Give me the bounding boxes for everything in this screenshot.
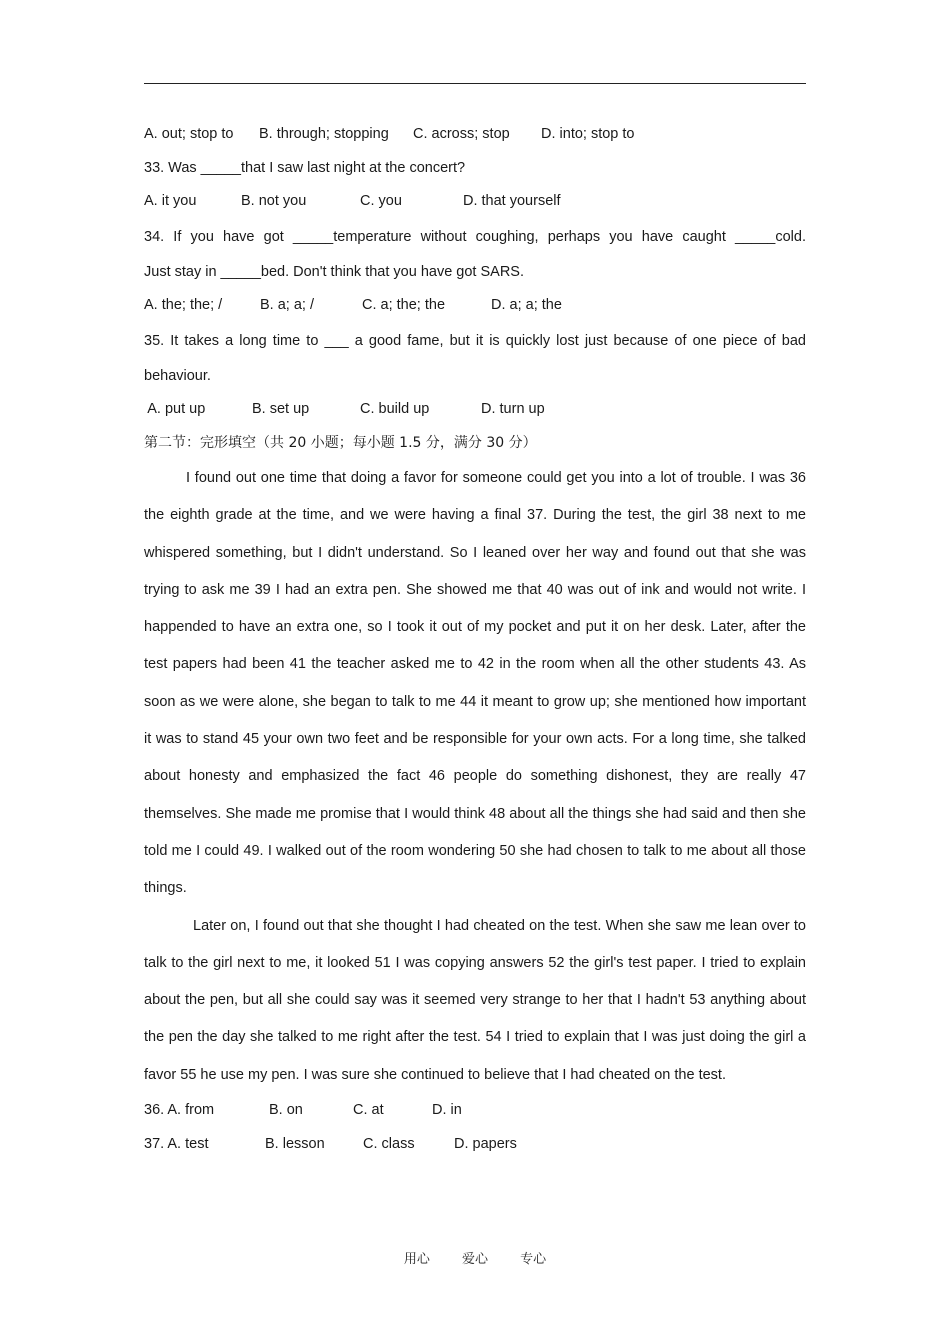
option: D. into; stop to [541, 126, 635, 142]
option: C. build up [360, 401, 430, 417]
option: D. a; a; the [491, 297, 562, 313]
option: 37. A. test [144, 1135, 209, 1152]
option: C. you [360, 193, 402, 209]
option: B. lesson [265, 1135, 325, 1152]
section-heading: 第二节：完形填空（共 20 小题；每小题 1.5 分，满分 30 分） [144, 434, 537, 451]
passage-paragraph-1: I found out one time that doing a favor for someone could get you into a lot of trouble. I was 36 the eighth grade at the time, and we were having a final 37. During the test, the girl 38 next to me whispered something, but I didn't understand. So I leaned over her way and found out that she was trying to ask me 39 I had an extra pen. She showed me that 40 was out of ink and would not write. I happended to have an extra one, so I took it out of my pocket and put it on her desk. Later, after the test papers had been 41 the teacher asked me to 42 in the room when all the other students 43. As soon as we were alone, she began to talk to me 44 it meant to grow up; she mentioned how important it was to stand 45 your own two feet and be responsible for your own acts. For a long time, she talked about honesty and emphasized the fact 46 people do something dishonest, they are really 47 themselves. She made me promise that I would think 48 about all the things she had said and then she told me I could 49. I walked out of the room wondering 50 she had chosen to talk to me about all those things. [144, 470, 806, 897]
option: D. papers [454, 1135, 517, 1152]
q35-stem-line2: behaviour. [144, 367, 211, 384]
option: A. the; the; / [144, 297, 223, 313]
q34-stem-line2: Just stay in _____bed. Don't think that you have got SARS. [144, 263, 525, 280]
q34-stem-line1: 34. If you have got _____temperature without coughing, perhaps you have caught _____cold. [144, 228, 806, 245]
passage-paragraph-2: Later on, I found out that she thought I had cheated on the test. When she saw me lean over to talk to the girl next to me, it looked 51 I was copying answers 52 the girl's test paper. I tried to explain about the pen, but all she could say was it seemed very strange to her that I hadn't 53 anything about the pen the day she talked to me right after the test. 54 I tried to explain that I was just doing the girl a favor 55 he use my pen. I was sure she continued to believe that I had cheated on the test. [144, 917, 806, 1083]
footer-text: 用心 [403, 1252, 430, 1267]
page-content [144, 118, 806, 1161]
q33-stem: 33. Was _____that I saw last night at the concert? [144, 159, 466, 176]
option: A. it you [144, 193, 197, 209]
q36-options [144, 1094, 806, 1128]
option: B. a; a; / [260, 297, 314, 313]
option: 36. A. from [144, 1102, 215, 1119]
option: A. out; stop to [144, 126, 234, 142]
q37-options [144, 1128, 806, 1162]
q35-stem-line1: 35. It takes a long time to ___ a good fame, but it is quickly lost just because of one piece of bad [144, 332, 806, 349]
option: C. class [363, 1135, 415, 1152]
footer-text: 专心 [520, 1252, 547, 1267]
option: C. a; the; the [362, 297, 446, 313]
option: D. that yourself [463, 193, 561, 209]
q33-options [144, 185, 806, 219]
option: D. in [432, 1102, 462, 1119]
option: B. through; stopping [259, 126, 389, 142]
header-rule [144, 83, 806, 84]
option: B. set up [252, 401, 310, 417]
option: C. across; stop [413, 126, 510, 142]
q32-options [144, 118, 806, 152]
option: A. put up [144, 401, 206, 417]
q34-options [144, 289, 806, 323]
page-footer [0, 1248, 950, 1267]
q35-options [144, 393, 806, 427]
option: B. on [269, 1102, 303, 1119]
option: C. at [353, 1102, 384, 1119]
footer-text: 爱心 [461, 1252, 488, 1267]
option: D. turn up [481, 401, 545, 417]
option: B. not you [241, 193, 307, 209]
